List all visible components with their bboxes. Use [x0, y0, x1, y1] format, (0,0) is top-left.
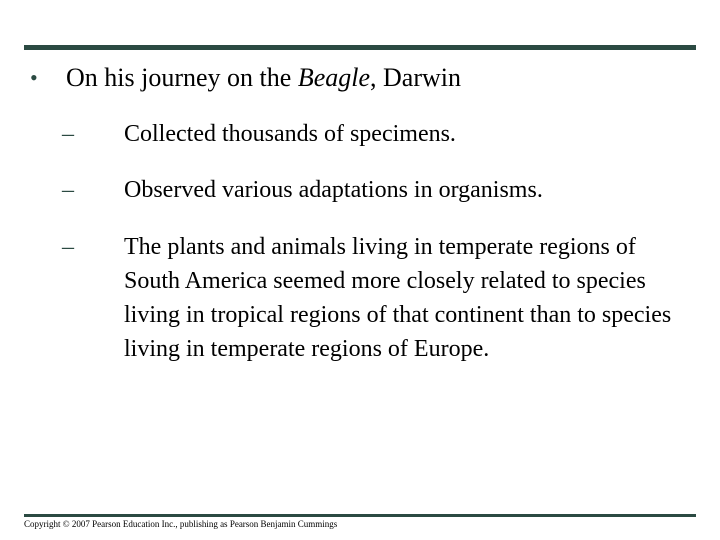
main-bullet-text [66, 58, 461, 98]
sub-bullet-text: Observed various adaptations in organisms. [124, 177, 543, 203]
bottom-divider [24, 514, 696, 517]
dash-icon: – [62, 177, 74, 203]
copyright-footer: Copyright © 2007 Pearson Education Inc., publishing as Pearson Benjamin Cummings [24, 519, 338, 529]
dash-icon: – [62, 121, 74, 147]
dash-icon: – [62, 234, 74, 260]
sub-bullet-text: Collected thousands of specimens. [124, 121, 456, 147]
main-text-italic: Beagle [297, 63, 370, 92]
main-text-after: , Darwin [370, 63, 461, 92]
sub-bullet-text: The plants and animals living in temperate regions of South America seemed more closely related to species living in tropical regions of that continent than to species living in temperate regions of Europe. [124, 234, 672, 362]
bullet-dot-icon: • [30, 65, 38, 90]
main-text-before: On his journey on the [66, 63, 298, 92]
top-divider [24, 45, 696, 50]
